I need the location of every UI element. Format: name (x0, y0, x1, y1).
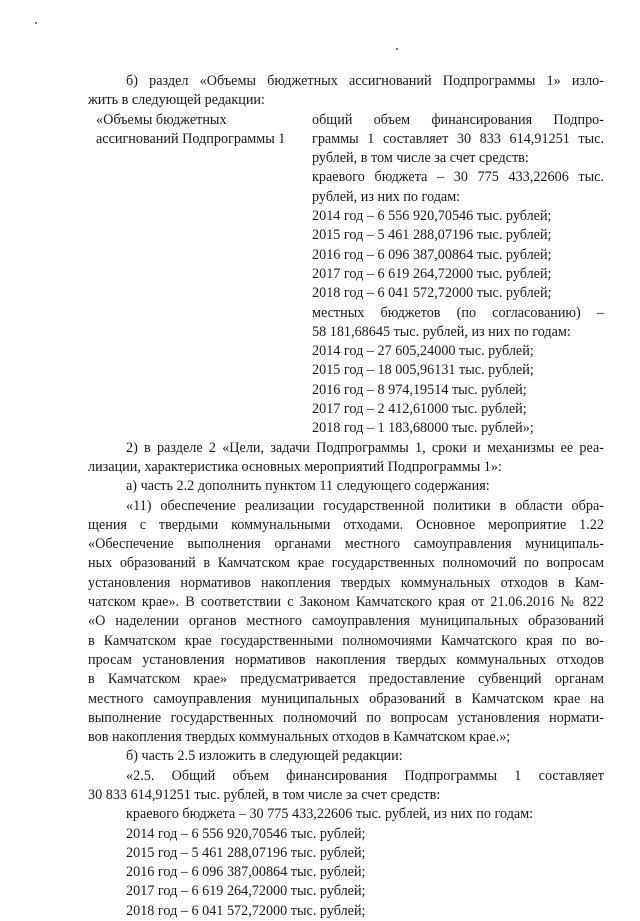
table-right-line: рублей, из них по годам: (312, 188, 461, 205)
paragraph-2-5-line-2: 30 833 614,91251 тыс. рублей, в том числе за счет средств: (88, 786, 441, 803)
paragraph-2-5-line-1: «2.5. Общий объем финансирования Подпрограммы 1 составляет (126, 767, 604, 784)
table-right-line: краевого бюджета – 30 775 433,22606 тыс. (312, 169, 604, 186)
paragraph-line: в Камчатском крае государственными полномочиями Камчатского края по во- (88, 632, 604, 649)
table-left-column (88, 111, 306, 439)
year-line: 2015 год – 5 461 288,07196 тыс. рублей; (126, 844, 366, 861)
table-right-line: 2017 год – 2 412,61000 тыс. рублей; (312, 401, 527, 418)
section2-line-1: 2) в разделе 2 «Цели, задачи Подпрограммы 1, сроки и механизмы ее реа- (126, 439, 604, 456)
table-right-line: 2016 год – 8 974,19514 тыс. рублей; (312, 381, 527, 398)
paragraph-line: ных образований в Камчатском крае государственных полномочий по вопросам (88, 555, 604, 572)
year-line: 2016 год – 6 096 387,00864 тыс. рублей; (126, 864, 366, 881)
section2-a-line: а) часть 2.2 дополнить пунктом 11 следующего содержания: (126, 478, 490, 495)
paragraph-line: вов накопления твердых коммунальных отходов в Камчатском крае.»; (88, 729, 511, 746)
table-right-line: 2017 год – 6 619 264,72000 тыс. рублей; (312, 265, 552, 282)
table-right-line: 2018 год – 6 041 572,72000 тыс. рублей; (312, 285, 552, 302)
paragraph-line: местного самоуправления муниципальных образований в Камчатском крае на (88, 690, 604, 707)
scan-speck (35, 22, 37, 24)
section2-line-2: лизации, характеристика основных мероприятий Подпрограммы 1»: (88, 458, 502, 475)
table-right-line: рублей, в том числе за счет средств: (312, 150, 529, 167)
table-right-line: общий объем финансирования Подпро- (312, 111, 604, 128)
scan-speck (396, 48, 398, 50)
table-right-line: 2018 год – 1 183,68000 тыс. рублей»; (312, 420, 534, 437)
paragraph-line: «Обеспечение выполнения органами местного самоуправления муниципаль- (88, 536, 604, 553)
table-right-line: 58 181,68645 тыс. рублей, из них по годам: (312, 323, 571, 340)
table-right-line: 2015 год – 18 005,96131 тыс. рублей; (312, 362, 534, 379)
intro-line-2: жить в следующей редакции: (88, 92, 265, 109)
year-line: 2018 год – 6 041 572,72000 тыс. рублей; (126, 902, 366, 919)
paragraph-line: чатском крае». В соответствии с Законом Камчатского края от 21.06.2016 № 822 (88, 594, 604, 611)
paragraph-line: в Камчатском крае» предусматривается предоставление субвенций органам (88, 671, 604, 688)
table-right-line: 2014 год – 6 556 920,70546 тыс. рублей; (312, 208, 552, 225)
table-right-line: граммы 1 составляет 30 833 614,91251 тыс. (312, 130, 604, 147)
table-right-line: 2015 год – 5 461 288,07196 тыс. рублей; (312, 227, 552, 244)
table-right-line: 2016 год – 6 096 387,00864 тыс. рублей; (312, 246, 552, 263)
paragraph-line: просам установления нормативов накопления твердых коммунальных отходов (88, 651, 604, 668)
budget-table (88, 111, 604, 439)
paragraph-2-5-line-3: краевого бюджета – 30 775 433,22606 тыс. рублей, из них по годам: (126, 806, 534, 823)
table-right-line: 2014 год – 27 605,24000 тыс. рублей; (312, 343, 534, 360)
year-line: 2017 год – 6 619 264,72000 тыс. рублей; (126, 883, 366, 900)
paragraph-line: «О наделении органов местного самоуправления муниципальных образований (88, 613, 604, 630)
table-left-line-2: ассигнований Подпрограммы 1 (96, 130, 286, 147)
paragraph-11 (88, 497, 604, 748)
paragraph-line: установления нормативов накопления твердых коммунальных отходов в Кам- (88, 574, 604, 591)
intro-line-1: б) раздел «Объемы бюджетных ассигнований Подпрограммы 1» изло- (126, 73, 604, 89)
years-list (88, 825, 604, 921)
table-right-line: местных бюджетов (по согласованию) – (312, 304, 604, 321)
table-left-line-1: «Объемы бюджетных (96, 111, 227, 128)
paragraph-line: «11) обеспечение реализации государственной политики в области обра- (126, 497, 604, 514)
year-line: 2014 год – 6 556 920,70546 тыс. рублей; (126, 825, 366, 842)
document-body (88, 72, 604, 921)
paragraph-line: щения с твердыми коммунальными отходами. Основное мероприятие 1.22 (88, 516, 604, 533)
section2-b-line: б) часть 2.5 изложить в следующей редакции: (126, 748, 403, 765)
table-right-column (306, 111, 604, 439)
paragraph-line: выполнение государственных полномочий по вопросам установления нормати- (88, 709, 604, 726)
